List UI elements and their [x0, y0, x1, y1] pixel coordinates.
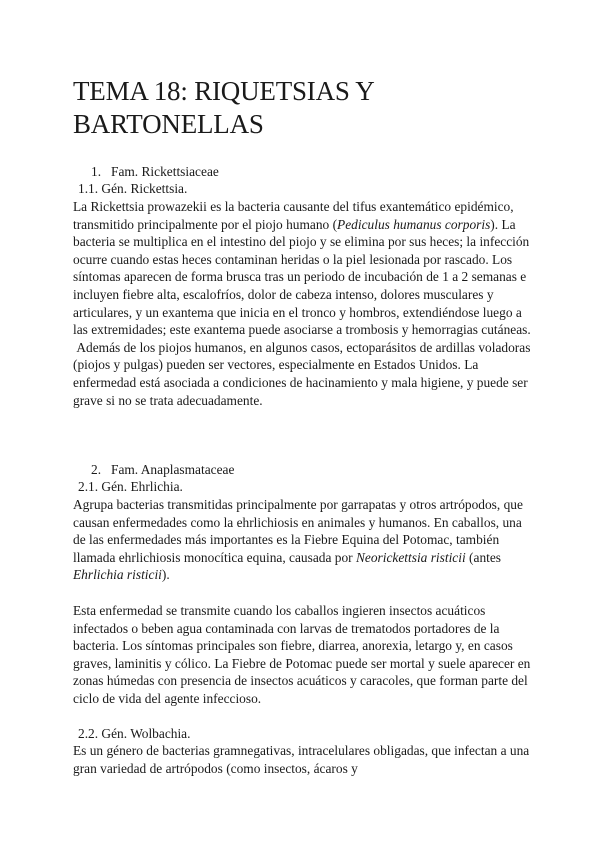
- subsection-2-2-heading: 2.2. Gén. Wolbachia.: [78, 726, 191, 741]
- section-1-paragraph-2: Además de los piojos humanos, en algunos casos, ectoparásitos de ardillas voladoras (piojos y pulgas) pueden ser vectores, especialmente en Estados Unidos. La enfermedad está asociada a condiciones de hacinamiento y mala higiene, y puede ser grave si no se trata adecuadamente.: [73, 339, 534, 408]
- section-2-heading: [91, 461, 234, 479]
- subsection-1-1-heading: 1.1. Gén. Rickettsia.: [78, 181, 188, 196]
- section-1-title: Fam. Rickettsiaceae: [111, 164, 219, 179]
- section-2-paragraph-1: Agrupa bacterias transmitidas principalmente por garrapatas y otros artrópodos, que causan enfermedades como la ehrlichiosis en animales y humanos. En caballos, una de las enfermedades más importantes es la Fiebre Equina del Potomac, también llamada ehrlichiosis monocítica equina, causada por Neorickettsia risticii (antes Ehrlichia risticii).: [73, 497, 523, 583]
- section-2-body: [73, 496, 533, 584]
- section-1-body: [73, 198, 533, 409]
- subsection-2-1-heading: 2.1. Gén. Ehrlichia.: [78, 479, 183, 494]
- section-2-number: 2.: [91, 462, 102, 477]
- section-2-paragraph-2: Esta enfermedad se transmite cuando los caballos ingieren insectos acuáticos infectados o beben agua contaminada con larvas de trematodos portadores de la bacteria. Los síntomas principales son fiebre, diarrea, anorexia, letargo y, en casos graves, laminitis y cólico. La Fiebre de Potomac puede ser mortal y suele aparecer en zonas húmedas con presencia de insectos acuáticos y caracoles, que forman parte del ciclo de vida del agente infeccioso.: [73, 603, 531, 706]
- section-1-heading: [91, 163, 219, 181]
- page-title: TEMA 18: RIQUETSIAS Y BARTONELLAS: [73, 76, 374, 139]
- section-2-title: Fam. Anaplasmataceae: [111, 462, 235, 477]
- section-2-paragraph-3: Es un género de bacterias gramnegativas, intracelulares obligadas, que infectan a una gran variedad de artrópodos (como insectos, ácaros y: [73, 743, 530, 776]
- section-1-paragraph-1: La Rickettsia prowazekii es la bacteria causante del tifus exantemático epidémico, transmitido principalmente por el piojo humano (Pediculus humanus corporis). La bacteria se multiplica en el intestino del piojo y se elimina por sus heces; la infección ocurre cuando estas heces contaminan heridas o la piel lesionada por rascado. Los síntomas aparecen de forma brusca tras un periodo de incubación de 1 a 2 semanas e incluyen fiebre alta, escalofríos, dolor de cabeza intenso, dolores musculares y articulares, y un exantema que inicia en el tronco y hombros, extendiéndose luego a las extremidades; este exantema puede asociarse a trombosis y hemorragias cutáneas.: [73, 199, 531, 338]
- section-1-number: 1.: [91, 164, 102, 179]
